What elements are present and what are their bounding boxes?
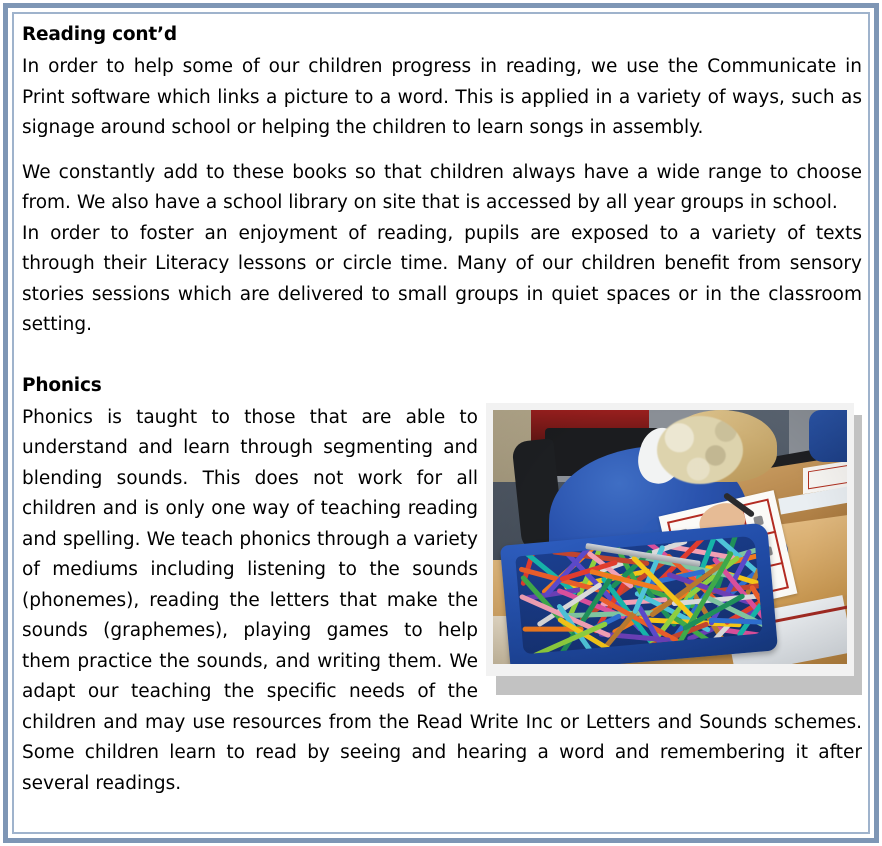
paragraph-reading-1: In order to help some of our children progress in reading, we use the Communicate in Print software which links a picture to a word. This is applied in a variety of ways, such as signage around school or helping the children to learn songs in assembly.	[22, 56, 862, 138]
photo-face-blur-oval	[657, 416, 743, 484]
paragraph-reading-3: In order to foster an enjoyment of reading, pupils are exposed to a variety of texts through their Literacy lessons or circle time. Many of our children benefit from sensory stories sessions which are delivered to small groups in quiet spaces or in the classroom setting.	[22, 222, 862, 335]
section-heading-phonics: Phonics	[22, 374, 102, 396]
classroom-photo-figure	[486, 403, 862, 676]
paragraph-phonics-1: Phonics is taught to those that are able to understand and learn through segmenting and blending sounds. This does not work for all children and is only one way of teaching reading and spelling. We teach phonics through a variety of mediums including listening to the sounds (phonemes), reading the letters that make the sounds (graphemes), playing games to help them practice the sounds, and writing them. We adapt our teaching the specific needs of the children and may use resources from the Read Write Inc or Letters and Sounds schemes. Some children learn to read by seeing and hearing a word and remembering it after several readings.	[22, 406, 862, 794]
document-content	[22, 22, 862, 824]
section-spacer	[22, 355, 862, 373]
photo-second-child	[809, 410, 847, 462]
phonics-block	[22, 403, 862, 814]
paragraph-reading-2: We constantly add to these books so that children always have a wide range to choose from. We also have a school library on site that is accessed by all year groups in school.	[22, 161, 862, 213]
photo-frame	[486, 403, 854, 676]
section-heading-reading: Reading cont’d	[22, 24, 177, 45]
classroom-photo-image	[493, 410, 847, 664]
